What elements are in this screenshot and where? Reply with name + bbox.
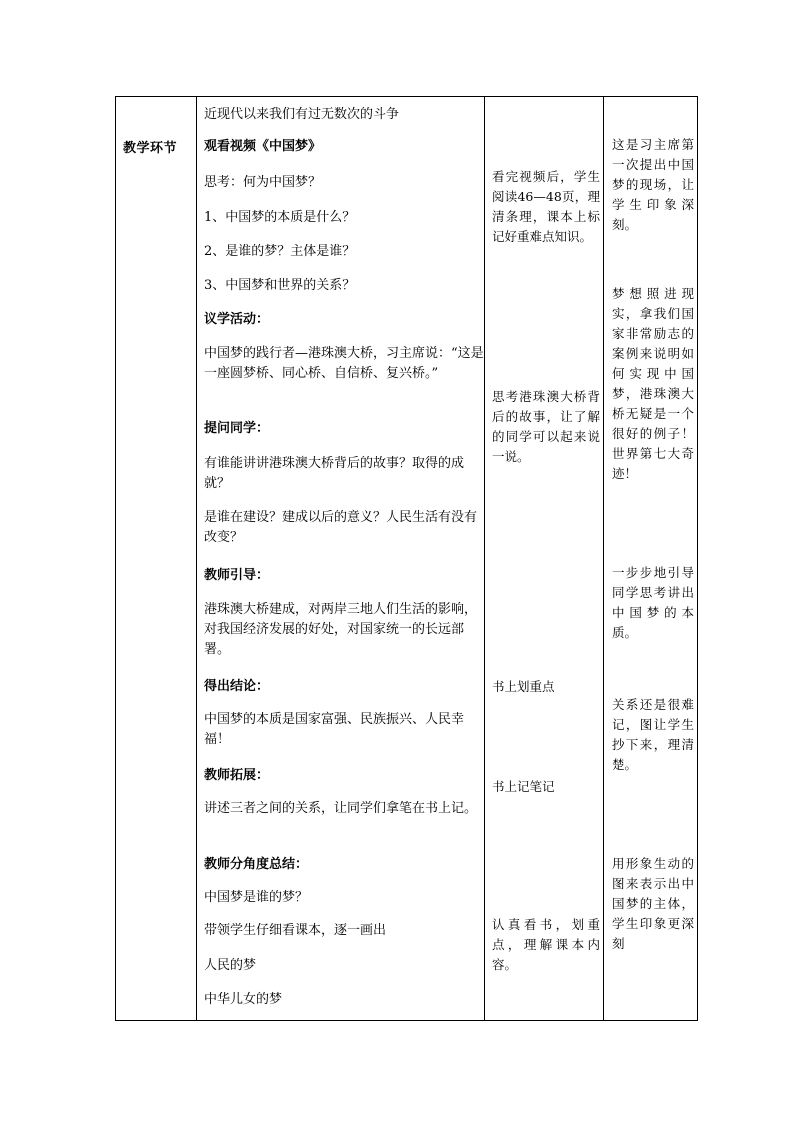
column-divider xyxy=(603,97,604,1020)
content-text: 带领学生仔细看课本，逐一画出 xyxy=(204,923,387,938)
content-text: 近现代以来我们有过无数次的斗争 xyxy=(204,107,400,122)
content-text: 中国梦的本质是国家富强、民族振兴、人民幸福！ xyxy=(204,712,465,747)
design-intent-note: 这是习主席第一次提出中国梦的现场，让学生印象深刻。 xyxy=(612,137,694,232)
content-heading: 教师引导： xyxy=(204,568,270,583)
content-heading: 观看视频《中国梦》 xyxy=(204,139,322,154)
content-text: 2、是谁的梦？主体是谁？ xyxy=(204,244,356,259)
student-activity-note: 思考港珠澳大桥背后的故事，让了解的同学可以起来说一说。 xyxy=(492,389,600,464)
lesson-table xyxy=(115,96,698,1021)
column-divider xyxy=(196,97,197,1020)
content-text: 3、中国梦和世界的关系？ xyxy=(204,278,356,293)
content-text: 中国梦的践行者—港珠澳大桥，习主席说：“这是一座圆梦桥、同心桥、自信桥、复兴桥。” xyxy=(204,346,484,381)
content-heading: 提问同学： xyxy=(204,421,270,436)
student-activity-note: 书上划重点 xyxy=(492,679,555,694)
student-activity-note: 书上记笔记 xyxy=(492,779,555,794)
content-heading: 议学活动： xyxy=(204,312,270,327)
design-intent-note: 关系还是很难记，图让学生抄下来，理清楚。 xyxy=(612,697,694,772)
content-text: 人民的梦 xyxy=(204,958,257,973)
content-heading: 教师分角度总结： xyxy=(204,857,309,872)
content-text: 中华儿女的梦 xyxy=(204,992,283,1007)
content-text: 港珠澳大桥建成，对两岸三地人们生活的影响，对我国经济发展的好处，对国家统一的长远部署。 xyxy=(204,602,478,657)
content-text: 1、中国梦的本质是什么？ xyxy=(204,210,356,225)
content-text: 中国梦是谁的梦？ xyxy=(204,890,309,905)
section-label: 教学环节 xyxy=(123,141,178,156)
content-heading: 教师拓展： xyxy=(204,768,270,783)
student-activity-note: 看完视频后，学生阅读46—48页，理清条理，课本上标记好重难点知识。 xyxy=(492,169,600,244)
column-divider xyxy=(484,97,485,1020)
content-text: 讲述三者之间的关系，让同学们拿笔在书上记。 xyxy=(204,801,478,816)
student-activity-note: 认真看书，划重点，理解课本内容。 xyxy=(492,917,600,972)
content-heading: 得出结论： xyxy=(204,679,270,694)
design-intent-note: 梦想照进现实，拿我们国家非常励志的案例来说明如何实现中国梦，港珠澳大桥无疑是一个很好的例子！世界第七大奇迹！ xyxy=(612,286,694,481)
design-intent-note: 用形象生动的图来表示出中国梦的主体，学生印象更深刻 xyxy=(612,856,694,951)
design-intent-note: 一步步地引导同学思考讲出中国梦的本质。 xyxy=(612,565,694,640)
content-text: 思考：何为中国梦？ xyxy=(204,175,322,190)
content-text: 是谁在建设？建成以后的意义？人民生活有没有改变？ xyxy=(204,510,478,545)
content-text: 有谁能讲讲港珠澳大桥背后的故事？取得的成就？ xyxy=(204,456,465,491)
